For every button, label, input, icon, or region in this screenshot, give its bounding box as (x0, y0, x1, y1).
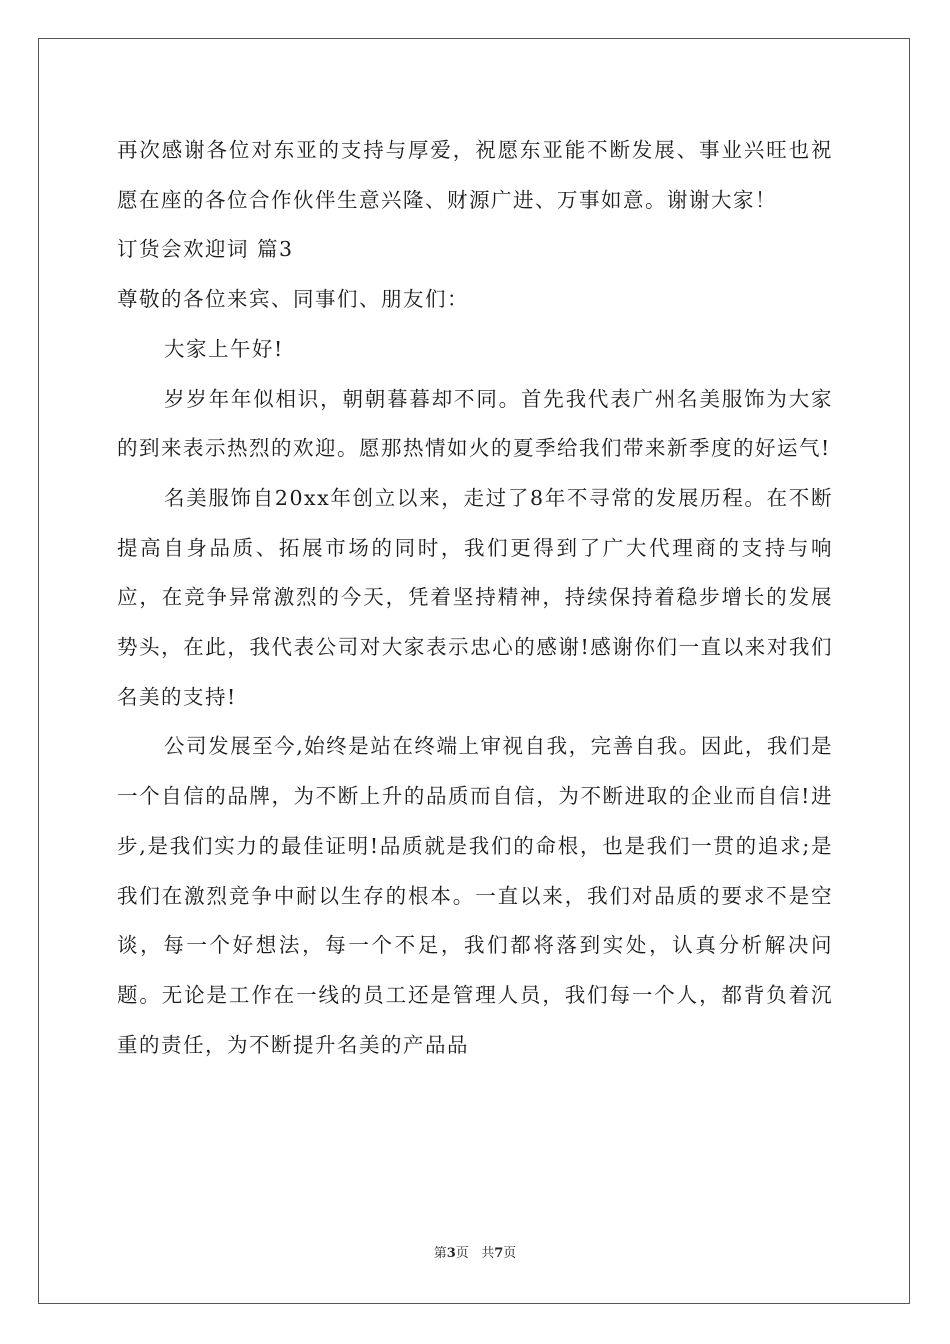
total-suffix: 页 (503, 1246, 517, 1261)
page-current: 3 (446, 1246, 456, 1261)
paragraph-welcome: 岁岁年年似相识，朝朝暮暮却不同。首先我代表广州名美服饰为大家的到来表示热烈的欢迎。愿那热情如火的夏季给我们带来新季度的好运气! (117, 386, 833, 461)
paragraph-history: 名美服饰自20xx年创立以来，走过了8年不寻常的发展历程。在不断提高自身品质、拓展市场的同时，我们更得到了广大代理商的支持与响应，在竞争异常激烈的今天，凭着坚持精神，持续保持着稳步增长的发展势头，在此，我代表公司对大家表示忠心的感谢!感谢你们一直以来对我们名美的支持! (117, 485, 833, 709)
total-prefix: 共 (481, 1246, 495, 1261)
greeting: 大家上午好! (164, 336, 284, 361)
page-prefix: 第 (433, 1246, 447, 1261)
paragraph-quality: 公司发展至今,始终是站在终端上审视自我，完善自我。因此，我们是一个自信的品牌，为不断上升的品质而自信，为不断进取的企业而自信!进步,是我们实力的最佳证明!品质就是我们的命根，也是我们一贯的追求;是我们在激烈竞争中耐以生存的根本。一直以来，我们对品质的要求不是空谈，每一个好想法，每一个不足，我们都将落到实处，认真分析解决问题。无论是工作在一线的员工还是管理人员，我们每一个人，都背负着沉重的责任，为不断提升名美的产品品 (117, 734, 833, 1057)
page-suffix: 页 (455, 1246, 469, 1261)
document-body (117, 126, 833, 1070)
page-total: 7 (494, 1246, 504, 1261)
section-heading: 订货会欢迎词 篇3 (117, 237, 294, 262)
page-footer (0, 1242, 950, 1261)
salutation: 尊敬的各位来宾、同事们、朋友们： (117, 287, 469, 312)
paragraph-closing-thanks: 再次感谢各位对东亚的支持与厚爱，祝愿东亚能不断发展、事业兴旺也祝愿在座的各位合作伙伴生意兴隆、财源广进、万事如意。谢谢大家！ (117, 138, 833, 212)
